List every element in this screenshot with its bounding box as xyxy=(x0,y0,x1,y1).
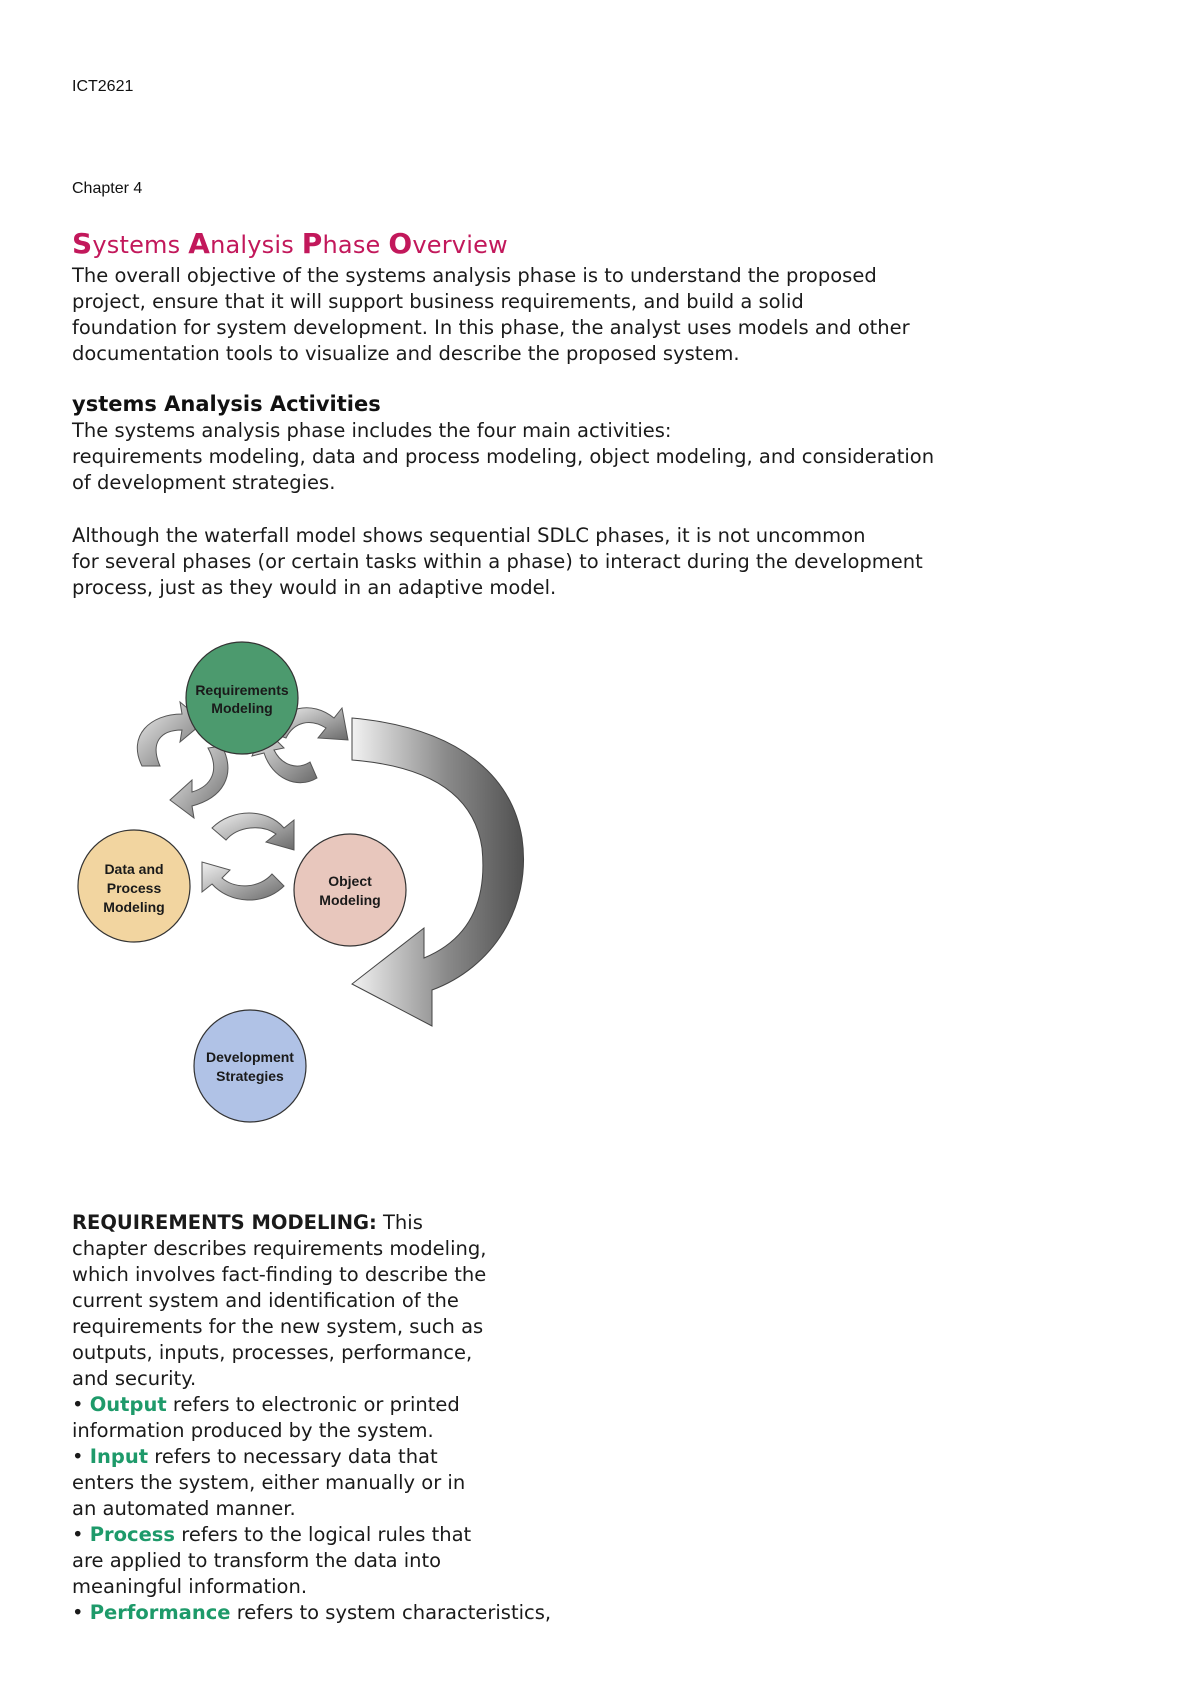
systems-analysis-diagram xyxy=(72,628,592,1128)
chapter-label: Chapter 4 xyxy=(72,180,143,197)
title-word: Overview xyxy=(388,227,508,260)
overview-paragraph: The overall objective of the systems analysis phase is to understand the proposed project, ensure that it will support business requirements, and build a solid foundation for system development. In this phase, the analyst uses models and other documentation tools to visualize and describe the proposed system. xyxy=(72,264,910,365)
svg-text:Data and: Data and xyxy=(104,861,164,877)
bullet-performance: • Performance refers to system characteristics, xyxy=(72,1601,552,1624)
svg-text:Process: Process xyxy=(106,880,162,896)
waterfall-paragraph: Although the waterfall model shows sequential SDLC phases, it is not uncommon for several phases (or certain tasks within a phase) to interact during the development process, just as they would in an adaptive model. xyxy=(72,524,923,599)
requirements-modeling-node xyxy=(186,642,298,754)
development-strategies-node xyxy=(194,1010,306,1122)
requirements-lead: REQUIREMENTS MODELING: xyxy=(72,1211,377,1234)
bullet-process: • Process refers to the logical rules that xyxy=(72,1523,472,1546)
title-word: Systems xyxy=(72,227,181,260)
svg-text:Modeling: Modeling xyxy=(319,892,381,908)
svg-text:Modeling: Modeling xyxy=(103,899,165,915)
cycle-arrow xyxy=(170,746,228,818)
title-word: Analysis xyxy=(188,227,294,260)
activities-paragraph: The systems analysis phase includes the four main activities: requirements modeling, data and process modeling, object modeling, and consideration of development strategies. xyxy=(72,419,935,494)
object-modeling-node xyxy=(294,834,406,946)
bullet-input: • Input refers to necessary data that xyxy=(72,1445,438,1468)
requirements-intro: REQUIREMENTS MODELING: This xyxy=(72,1211,423,1234)
activities-heading: ystems Analysis Activities xyxy=(72,392,381,416)
svg-text:Strategies: Strategies xyxy=(216,1068,284,1084)
svg-text:Requirements: Requirements xyxy=(195,682,289,698)
requirements-modeling-section: REQUIREMENTS MODELING: This chapter describes requirements modeling, which involves fact-finding to describe the current system and identification of the requirements for the new system, such as outputs, inputs, processes, performance, and security. • Output refers to electronic or printed information produced by the system. • Input refers to necessary data that enters the system, either manually or in an automated manner. • Process refers to the logical rules that are applied to transform the data into meaningful information. • Performance refers to system characteristics, xyxy=(72,1210,692,1626)
bullet-output: • Output refers to electronic or printed xyxy=(72,1393,460,1416)
title-word: Phase xyxy=(301,227,381,260)
svg-text:Development: Development xyxy=(206,1049,294,1065)
section-title xyxy=(72,227,508,260)
cycle-arrow xyxy=(212,813,294,850)
svg-text:Modeling: Modeling xyxy=(211,700,273,716)
course-code: ICT2621 xyxy=(72,78,134,95)
cycle-arrow xyxy=(202,862,284,900)
svg-text:Object: Object xyxy=(328,873,372,889)
data-process-modeling-node xyxy=(78,830,190,942)
